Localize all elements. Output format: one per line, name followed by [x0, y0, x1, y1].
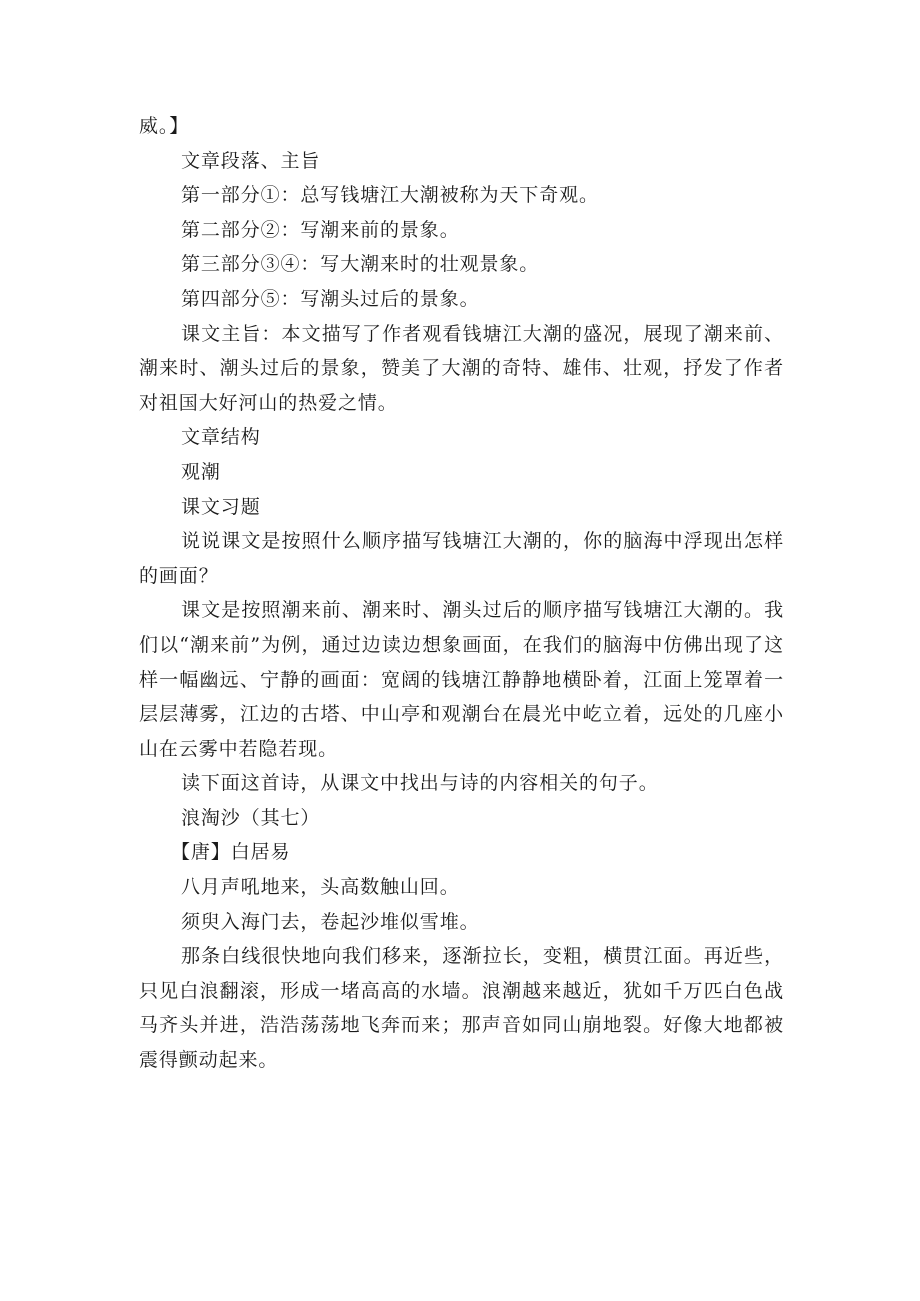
exercise-question-one: 说说课文是按照什么顺序描写钱塘江大潮的，你的脑海中浮现出怎样的画面？ — [139, 530, 784, 587]
exercise-question-two: 读下面这首诗，从课文中找出与诗的内容相关的句子。 — [181, 772, 659, 795]
related-text-paragraph: 那条白线很快地向我们移来，逐渐拉长，变粗，横贯江面。再近些，只见白浪翻滚，形成一堵高高的水墙。浪潮越来越近，犹如千万匹白色战马齐头并进，浩浩荡荡地飞奔而来；那声音如同山崩地裂。好像大地都被震得颤动起来。 — [139, 945, 784, 1072]
heading-article-structure: 文章结构 — [181, 426, 261, 449]
text-theme-paragraph: 课文主旨：本文描写了作者观看钱塘江大潮的盛况，展现了潮来前、潮来时、潮头过后的景象，赞美了大潮的奇特、雄伟、壮观，抒发了作者对祖国大好河山的热爱之情。 — [139, 322, 784, 414]
poem-line-two: 须臾入海门去，卷起沙堆似雪堆。 — [181, 910, 480, 933]
section-two-summary: 第二部分②：写潮来前的景象。 — [181, 218, 460, 241]
exercise-answer-one: 课文是按照潮来前、潮来时、潮头过后的顺序描写钱塘江大潮的。我们以“潮来前”为例，通过边读边想象画面，在我们的脑海中仿佛出现了这样一幅幽远、宁静的画面：宽阔的钱塘江静静地横卧着，江面上笼罩着一层层薄雾，江边的古塔、中山亭和观潮台在晨光中屹立着，远处的几座小山在云雾中若隐若现。 — [139, 599, 784, 760]
section-four-summary: 第四部分⑤：写潮头过后的景象。 — [181, 287, 480, 310]
heading-exercises: 课文习题 — [181, 495, 261, 518]
poem-author: 【唐】白居易 — [171, 841, 291, 864]
document-body — [139, 109, 784, 1078]
section-three-summary: 第三部分③④：写大潮来时的壮观景象。 — [181, 253, 540, 276]
heading-sections-and-theme: 文章段落、主旨 — [181, 149, 321, 172]
section-one-summary: 第一部分①：总写钱塘江大潮被称为天下奇观。 — [181, 184, 599, 207]
paragraph-closing-fragment: 威。】 — [139, 115, 190, 137]
poem-title: 浪淘沙（其七） — [181, 806, 321, 829]
poem-line-one: 八月声吼地来，头高数触山回。 — [181, 876, 460, 899]
structure-title: 观潮 — [181, 460, 221, 483]
